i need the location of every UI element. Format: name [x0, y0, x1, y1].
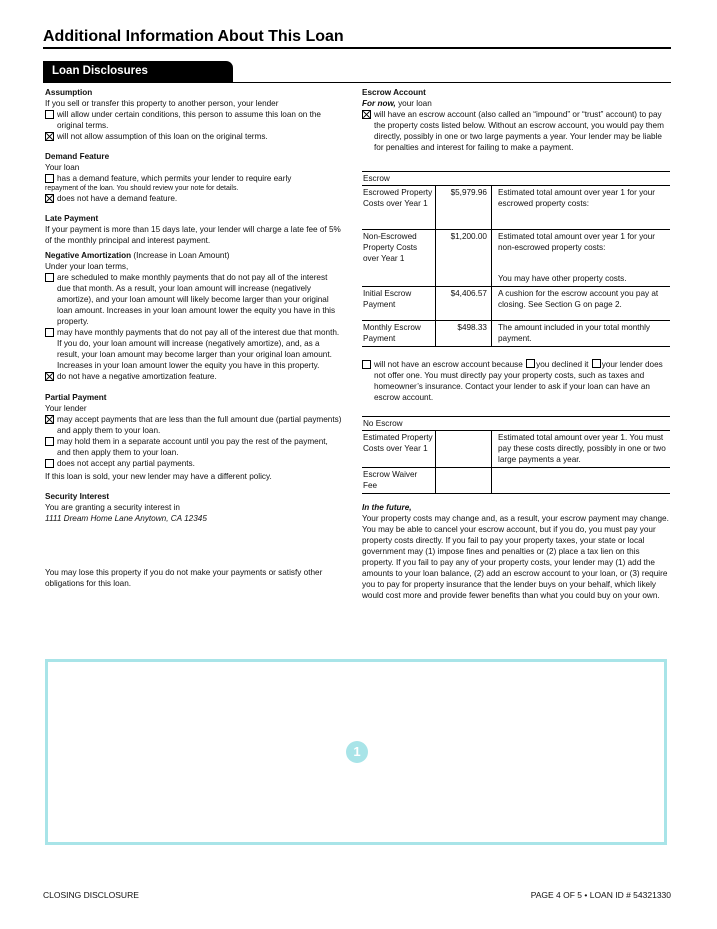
assumption-option-allow[interactable]: [45, 109, 343, 131]
demand-section: [45, 151, 343, 204]
option-text: has a demand feature, which permits your lender to require early: [57, 174, 292, 183]
negam-option-scheduled[interactable]: [45, 272, 343, 327]
assumption-heading: Assumption: [45, 88, 93, 97]
row-description-cell: [492, 230, 671, 287]
checkbox-icon[interactable]: [45, 437, 54, 446]
row-label: Escrow Waiver Fee: [362, 468, 436, 494]
security-address: 1111 Dream Home Lane Anytown, CA 12345: [45, 514, 207, 523]
escrow-heading: Escrow Account: [362, 88, 426, 97]
option-text: may accept payments that are less than the full amount due (partial payments) and apply them to your loan.: [57, 415, 342, 435]
demand-option-has[interactable]: [45, 173, 343, 193]
checkbox-checked-icon[interactable]: [45, 132, 54, 141]
negam-intro: Under your loan terms,: [45, 262, 129, 271]
row-description: Estimated total amount over year 1. You must pay these costs directly, possibly in one or two large payments a year.: [492, 431, 671, 468]
option-text: are scheduled to make monthly payments that do not pay all of the interest due that month. As a result, your loan amount will increase (negatively amortize), and your loan amount will likely become larger than your original loan amount. Increases in your loan amount lower the equity you have in this property.: [57, 273, 336, 326]
title-divider: [43, 47, 671, 49]
row-description: The amount included in your total monthly payment.: [492, 321, 671, 347]
table-row: [362, 468, 670, 494]
row-amount: $498.33: [436, 321, 492, 347]
option-text: will not allow assumption of this loan on the original terms.: [57, 132, 268, 141]
row-label: Monthly Escrow Payment: [362, 321, 436, 347]
future-text: Your property costs may change and, as a result, your escrow payment may change. You may be able to cancel your escrow account, but if you do, you must pay your property costs directly. If you fail to pay your property taxes, your state or local government may (1) impose fines and penalties or (2) place a tax lien on this property. If you fail to pay any of your property costs, your lender may (1) add the amounts to your loan balance, (2) add an escrow account to your loan, or (3) require you to pay for property insurance that the lender buys on your behalf, which likely would cost more and provide fewer benefits than what you could buy on your own.: [362, 514, 669, 600]
escrow-table-heading: Escrow: [362, 172, 670, 186]
security-warning: You may lose this property if you do not make your payments or satisfy other obligations for this loan.: [45, 568, 323, 588]
assumption-intro: If you sell or transfer this property to another person, your lender: [45, 99, 279, 108]
option-text-b: you declined it: [536, 360, 589, 369]
checkbox-icon[interactable]: [45, 174, 54, 183]
no-escrow-table: [362, 416, 670, 494]
option-text-c: your lender does not offer one. You must directly pay your property costs, such as taxes and homeowner’s insurance. Contact your lender to ask if your loan can have an escrow account.: [374, 360, 663, 402]
table-row: [362, 321, 670, 347]
assumption-option-not-allow[interactable]: [45, 131, 343, 142]
row-extra-note: You may have other property costs.: [498, 274, 627, 283]
security-heading: Security Interest: [45, 492, 110, 501]
checkbox-icon[interactable]: [45, 328, 54, 337]
row-label: Escrowed Property Costs over Year 1: [362, 186, 436, 230]
negam-heading-line: [45, 250, 343, 261]
row-description: [492, 468, 671, 494]
no-escrow-heading: No Escrow: [362, 417, 670, 431]
table-row: [362, 431, 670, 468]
negam-option-may[interactable]: [45, 327, 343, 371]
demand-heading: Demand Feature: [45, 152, 110, 161]
for-now-rest: your loan: [395, 99, 432, 108]
escrow-table: [362, 171, 670, 347]
assumption-section: [45, 87, 343, 142]
checkbox-icon[interactable]: [362, 360, 371, 369]
checkbox-checked-icon[interactable]: [362, 110, 371, 119]
checkbox-checked-icon[interactable]: [45, 415, 54, 424]
option-text: may hold them in a separate account until you pay the rest of the payment, and then apply them to your loan.: [57, 437, 328, 457]
late-heading: Late Payment: [45, 214, 99, 223]
table-header-row: [362, 172, 670, 186]
option-text-a: will not have an escrow account because: [374, 360, 523, 369]
partial-option-hold[interactable]: [45, 436, 343, 458]
partial-option-accept[interactable]: [45, 414, 343, 436]
negam-heading-suffix: (Increase in Loan Amount): [131, 251, 230, 260]
option-text: do not have a negative amortization feature.: [57, 372, 217, 381]
for-now-label: For now,: [362, 99, 396, 108]
late-section: [45, 213, 343, 246]
table-row: [362, 186, 670, 230]
table-row: [362, 230, 670, 287]
row-description: Estimated total amount over year 1 for your escrowed property costs:: [492, 186, 671, 230]
footer-page-info: PAGE 4 OF 5 • LOAN ID # 54321330: [530, 890, 671, 900]
section-banner: Loan Disclosures: [43, 61, 233, 82]
partial-note: If this loan is sold, your new lender may have a different policy.: [45, 472, 272, 481]
checkbox-checked-icon[interactable]: [45, 372, 54, 381]
partial-section: [45, 392, 343, 482]
row-label: Non-Escrowed Property Costs over Year 1: [362, 230, 436, 287]
row-label: Estimated Property Costs over Year 1: [362, 431, 436, 468]
checkbox-checked-icon[interactable]: [45, 194, 54, 203]
negam-heading: Negative Amortization: [45, 251, 132, 260]
option-text: will allow under certain conditions, this person to assume this loan on the original terms.: [57, 110, 321, 130]
section-divider: [43, 82, 671, 83]
left-column: [45, 87, 343, 589]
row-amount: $4,406.57: [436, 287, 492, 321]
security-intro: You are granting a security interest in: [45, 503, 180, 512]
option-text: will have an escrow account (also called an “impound” or “trust” account) to pay the property costs listed below. Without an escrow account, you would pay them directly, possibly in one or two large payments a year. Your lender may be liable for penalties and interest for failing to make a payment.: [374, 110, 664, 152]
row-description: Estimated total amount over year 1 for your non-escrowed property costs:: [498, 232, 656, 252]
row-amount: $5,979.96: [436, 186, 492, 230]
escrow-option-will[interactable]: [362, 109, 670, 153]
partial-option-reject[interactable]: [45, 458, 343, 469]
stamp-number-badge: 1: [346, 741, 368, 763]
escrow-for-now-line: [362, 98, 670, 109]
negam-option-none[interactable]: [45, 371, 343, 382]
option-small-text: repayment of the loan. You should review your note for details.: [45, 185, 239, 192]
page-title: Additional Information About This Loan: [43, 28, 344, 45]
right-column: [362, 87, 670, 601]
late-text: If your payment is more than 15 days late, your lender will charge a late fee of 5% of the monthly principal and interest payment.: [45, 225, 341, 245]
escrow-option-will-not[interactable]: [362, 359, 670, 403]
row-amount: $1,200.00: [436, 230, 492, 287]
partial-heading: Partial Payment: [45, 393, 107, 402]
negam-section: [45, 250, 343, 382]
row-description: A cushion for the escrow account you pay at closing. See Section G on page 2.: [492, 287, 671, 321]
future-heading: In the future,: [362, 503, 412, 512]
row-amount: [436, 431, 492, 468]
row-amount: [436, 468, 492, 494]
checkbox-icon[interactable]: [45, 110, 54, 119]
checkbox-icon[interactable]: [45, 459, 54, 468]
row-label: Initial Escrow Payment: [362, 287, 436, 321]
option-text: does not have a demand feature.: [57, 194, 178, 203]
checkbox-icon[interactable]: [45, 273, 54, 282]
demand-option-not[interactable]: [45, 193, 343, 204]
security-section: [45, 491, 343, 589]
table-row: [362, 287, 670, 321]
checkbox-lender-no-offer-icon[interactable]: [592, 359, 601, 368]
demand-intro: Your loan: [45, 163, 80, 172]
option-text: does not accept any partial payments.: [57, 459, 195, 468]
table-header-row: [362, 417, 670, 431]
checkbox-declined-icon[interactable]: [526, 359, 535, 368]
footer-document-name: CLOSING DISCLOSURE: [43, 890, 139, 900]
partial-intro: Your lender: [45, 404, 87, 413]
option-text: may have monthly payments that do not pay all of the interest due that month. If you do, your loan amount will increase (negatively amortize), and, as a result, your loan amount may become larger than your original loan amount. Increases in your loan amount lower the equity you have in this property.: [57, 328, 340, 370]
